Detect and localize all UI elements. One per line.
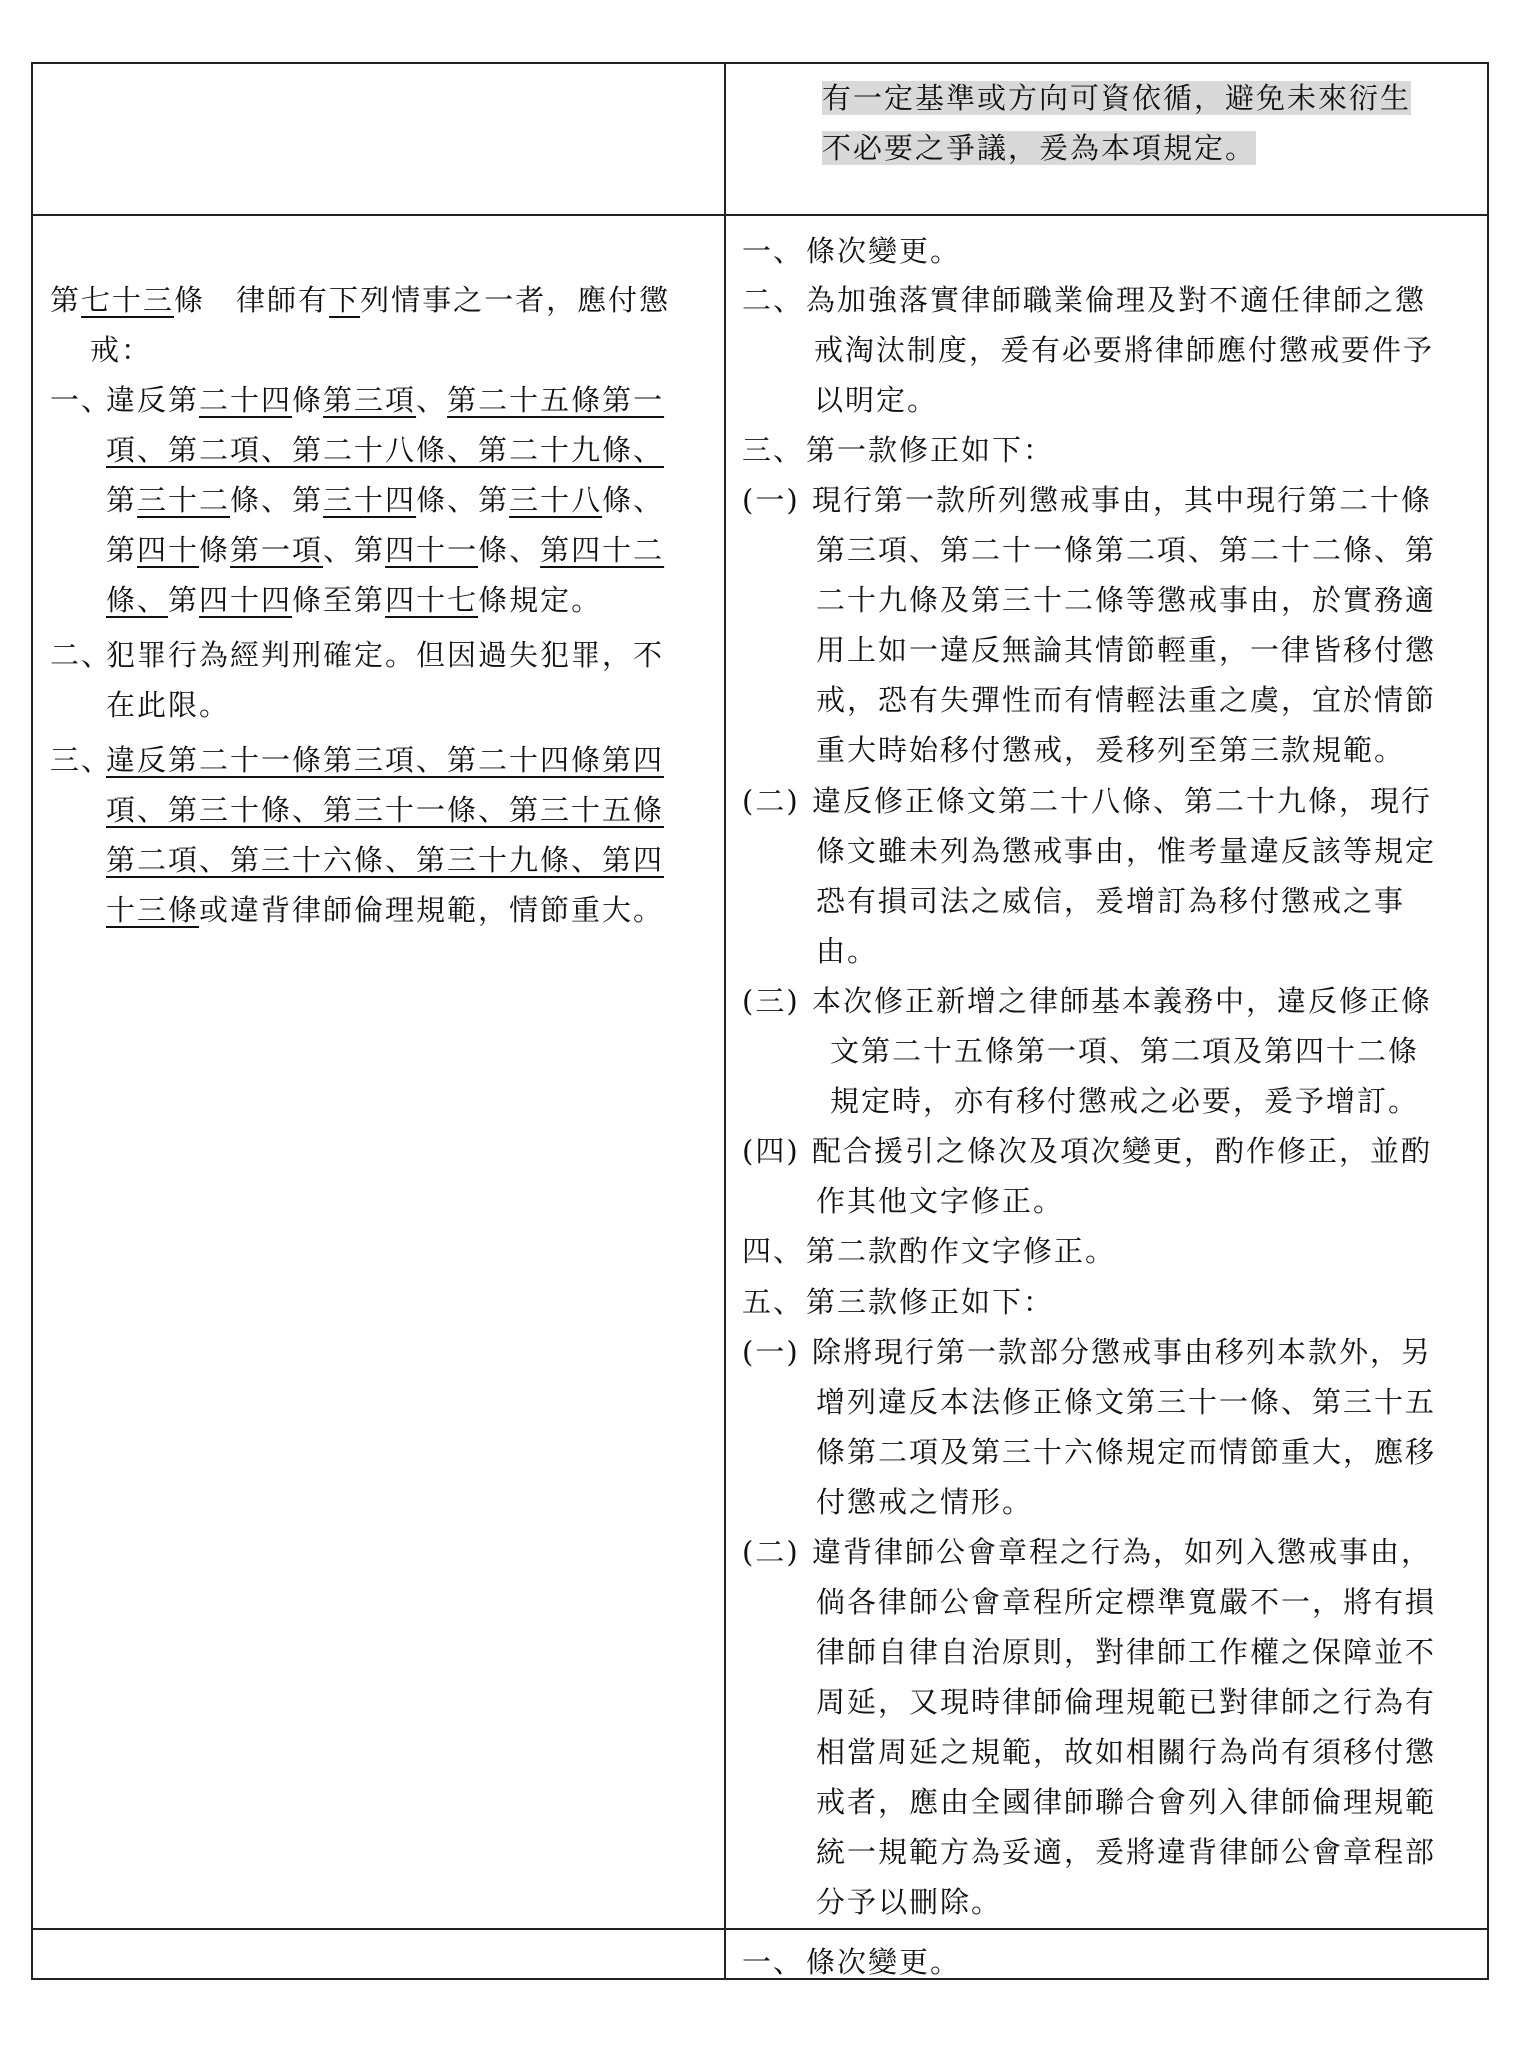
item-marker: 三、 [50,743,113,777]
item1-line: 條、第四十四條至第四十七條規定。 [106,583,603,617]
item1-line: 第四十條第一項、第四十一條、第四十二 [106,533,665,567]
explanation-marker: (一) [742,1335,800,1369]
explanation-line: 戒淘汰制度，爰有必要將律師應付懲戒要件予 [814,333,1435,367]
explanation-line: 條次變更。 [806,1945,962,1979]
item3-line: 十三條或違背律師倫理規範，情節重大。 [106,893,665,927]
column-divider [724,62,726,1980]
explanation-line: 配合援引之條次及項次變更，酌作修正，並酌 [812,1134,1433,1168]
article-heading: 第七十三條 律師有下列情事之一者，應付懲 [50,283,671,317]
explanation-marker: 一、 [742,1945,805,1979]
continuation-line: 有一定基準或方向可資依循，避免未來衍生 [822,81,1412,115]
explanation-line: 除將現行第一款部分懲戒事由移列本款外，另 [812,1335,1433,1369]
explanation-line: 相當周延之規範，故如相關行為尚有須移付懲 [816,1735,1437,1769]
row-divider [31,214,1489,216]
explanation-line: 規定時，亦有移付懲戒之必要，爰予增訂。 [830,1084,1420,1118]
explanation-line: 文第二十五條第一項、第二項及第四十二條 [830,1034,1420,1068]
explanation-line: 周延，又現時律師倫理規範已對律師之行為有 [816,1685,1437,1719]
explanation-line: 違反修正條文第二十八條、第二十九條，現行 [812,784,1433,818]
explanation-marker: 二、 [742,283,805,317]
item2-line: 在此限。 [106,688,231,722]
explanation-marker: (四) [742,1134,800,1168]
explanation-marker: (一) [742,483,800,517]
explanation-marker: 一、 [742,234,805,268]
item2-line: 犯罪行為經判刑確定。但因過失犯罪，不 [106,638,665,672]
explanation-line: 第三項、第二十一條第二項、第二十二條、第 [816,533,1437,567]
explanation-line: 戒，恐有失彈性而有情輕法重之虞，宜於情節 [816,683,1437,717]
explanation-line: 本次修正新增之律師基本義務中，違反修正條 [812,984,1433,1018]
explanation-marker: (二) [742,1535,800,1569]
explanation-line: 分予以刪除。 [816,1885,1003,1919]
item3-line: 第二項、第三十六條、第三十九條、第四 [106,843,665,877]
item-marker: 二、 [50,638,113,672]
explanation-line: 付懲戒之情形。 [816,1485,1034,1519]
explanation-line: 第二款酌作文字修正。 [806,1234,1117,1268]
item1-line: 項、第二項、第二十八條、第二十九條、 [106,433,665,467]
item3-line: 違反第二十一條第三項、第二十四條第四 [106,743,665,777]
explanation-line: 現行第一款所列懲戒事由，其中現行第二十條 [812,483,1433,517]
row-divider [31,1928,1489,1930]
explanation-marker: 三、 [742,433,805,467]
article-heading-cont: 戒： [90,333,153,367]
explanation-marker: 五、 [742,1285,805,1319]
explanation-line: 條次變更。 [806,234,962,268]
explanation-marker: 四、 [742,1234,805,1268]
explanation-line: 第一款修正如下： [806,433,1055,467]
item-marker: 一、 [50,383,113,417]
explanation-line: 條第二項及第三十六條規定而情節重大，應移 [816,1435,1437,1469]
explanation-line: 倘各律師公會章程所定標準寬嚴不一，將有損 [816,1585,1437,1619]
explanation-line: 作其他文字修正。 [816,1184,1065,1218]
explanation-line: 二十九條及第三十二條等懲戒事由，於實務適 [816,583,1437,617]
item1-line: 第三十二條、第三十四條、第三十八條、 [106,483,665,517]
explanation-line: 恐有損司法之威信，爰增訂為移付懲戒之事 [816,884,1406,918]
explanation-line: 違背律師公會章程之行為，如列入懲戒事由， [812,1535,1433,1569]
explanation-line: 戒者，應由全國律師聯合會列入律師倫理規範 [816,1785,1437,1819]
explanation-marker: (三) [742,984,800,1018]
explanation-line: 第三款修正如下： [806,1285,1055,1319]
explanation-line: 增列違反本法修正條文第三十一條、第三十五 [816,1385,1437,1419]
continuation-line: 不必要之爭議，爰為本項規定。 [822,131,1257,165]
item3-line: 項、第三十條、第三十一條、第三十五條 [106,793,665,827]
explanation-line: 條文雖未列為懲戒事由，惟考量違反該等規定 [816,834,1437,868]
explanation-line: 統一規範方為妥適，爰將違背律師公會章程部 [816,1835,1437,1869]
explanation-line: 重大時始移付懲戒，爰移列至第三款規範。 [816,733,1406,767]
explanation-line: 以明定。 [814,383,939,417]
explanation-marker: (二) [742,784,800,818]
explanation-line: 由。 [816,934,879,968]
item1-line: 違反第二十四條第三項、第二十五條第一 [106,383,665,417]
explanation-line: 律師自律自治原則，對律師工作權之保障並不 [816,1635,1437,1669]
explanation-line: 為加強落實律師職業倫理及對不適任律師之懲 [806,283,1427,317]
explanation-line: 用上如一違反無論其情節輕重，一律皆移付懲 [816,633,1437,667]
